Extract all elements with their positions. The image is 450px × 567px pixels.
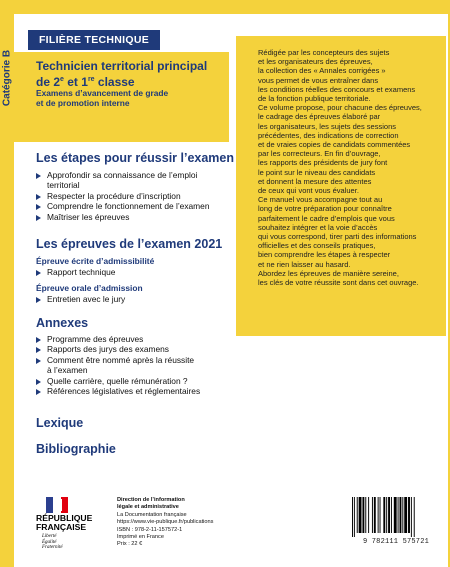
written-label: Épreuve écrite d’admissibilité xyxy=(36,256,155,266)
book-subtitle xyxy=(36,88,226,108)
barcode-bar xyxy=(357,497,358,533)
barcode-number: 9 782111 575721 xyxy=(362,538,429,546)
oral-label: Épreuve orale d’admission xyxy=(36,283,143,293)
list-item: Rapports des jurys des examens xyxy=(36,344,236,354)
triangle-bullet-icon xyxy=(36,270,41,276)
triangle-bullet-icon xyxy=(36,379,41,385)
barcode-bar xyxy=(378,497,379,533)
intro-line: le cadrage des épreuves élaboré par xyxy=(258,112,381,122)
intro-column xyxy=(236,36,446,336)
barcode-bar xyxy=(359,497,362,533)
intro-line: Abordez les épreuves de manière sereine, xyxy=(258,268,399,278)
intro-line: les clés de votre réussite sont dans cet ouvrage. xyxy=(258,278,419,288)
intro-line: et ne rien laisser au hasard. xyxy=(258,259,351,269)
barcode-bar xyxy=(368,497,369,533)
price: Prix : 22 € xyxy=(117,541,143,548)
triangle-bullet-icon xyxy=(36,337,41,343)
barcode xyxy=(350,497,442,549)
intro-line: Ce manuel vous accompagne tout au xyxy=(258,195,383,205)
category-label xyxy=(0,40,14,116)
triangle-bullet-icon xyxy=(36,204,41,210)
barcode-bar xyxy=(352,497,353,537)
intro-line: et donnent la mesure des attentes xyxy=(258,176,372,186)
list-item: Maîtriser les épreuves xyxy=(36,212,236,222)
intro-line: long de votre préparation pour connaître xyxy=(258,204,392,214)
lexique-heading: Lexique xyxy=(36,416,84,430)
barcode-bars xyxy=(350,497,442,537)
title-line-2: de 2e et 1re classe xyxy=(36,75,135,89)
steps-list xyxy=(36,170,236,222)
annexes-list xyxy=(36,334,236,396)
list-item: Rapport technique xyxy=(36,267,226,277)
barcode-bar xyxy=(383,497,385,533)
subtitle-line-1: Examens d’avancement de grade xyxy=(36,88,169,98)
publisher-name: La Documentation française xyxy=(117,511,187,518)
list-item: Programme des épreuves xyxy=(36,334,236,344)
steps-heading: Les étapes pour réussir l’examen xyxy=(36,151,235,165)
intro-line: et les organisateurs des épreuves, xyxy=(258,57,373,67)
triangle-bullet-icon xyxy=(36,173,41,179)
list-item: Approfondir sa connaissance de l’emploi xyxy=(36,170,236,180)
bibliographie-heading: Bibliographie xyxy=(36,442,116,456)
subtitle-line-2: et de promotion interne xyxy=(36,98,130,108)
barcode-bar xyxy=(386,497,387,533)
intro-line: officielles et des conseils pratiques, xyxy=(258,241,376,251)
intro-line: qui vous correspond, tirer parti des informations xyxy=(258,232,417,242)
triangle-bullet-icon xyxy=(36,297,41,303)
intro-line: Ce volume propose, pour chacune des épreuves, xyxy=(258,103,422,113)
intro-line: souhaitez intégrer et la voie d’accès xyxy=(258,222,378,232)
intro-line: vous permet de vous entraîner dans xyxy=(258,75,379,85)
republique-francaise-text: RÉPUBLIQUE FRANÇAISE xyxy=(36,513,93,532)
printed-in: Imprimé en France xyxy=(117,534,164,541)
intro-line: parfaitement le cadre d’emplois que vous xyxy=(258,213,395,223)
triangle-bullet-icon xyxy=(36,389,41,395)
list-item: Comprendre le fonctionnement de l’examen xyxy=(36,201,236,211)
barcode-bar xyxy=(374,497,376,533)
intro-line: la collection des « Annales corrigées » xyxy=(258,66,386,76)
marianne-profile-icon xyxy=(53,499,62,511)
list-item: Respecter la procédure d’inscription xyxy=(36,191,236,201)
list-item: Entretien avec le jury xyxy=(36,294,226,304)
barcode-bar xyxy=(388,497,390,533)
barcode-bar xyxy=(365,497,366,533)
motto: Liberté Égalité Fraternité xyxy=(42,534,63,551)
intro-line: de ceux qui vont vous évaluer. xyxy=(258,186,359,196)
list-item: Quelle carrière, quelle rémunération ? xyxy=(36,376,236,386)
barcode-bar xyxy=(404,497,407,533)
intro-line: Rédigée par les concepteurs des sujets xyxy=(258,48,390,57)
intro-line: les organisateurs, les sujets des sessions xyxy=(258,121,396,131)
publisher-url: https://www.vie-publique.fr/publications xyxy=(117,519,214,526)
title-block xyxy=(14,52,229,142)
barcode-bar xyxy=(400,497,402,533)
barcode-bar xyxy=(354,497,355,537)
intro-line: par les correcteurs. En fin d’ouvrage, xyxy=(258,149,381,159)
barcode-bar xyxy=(362,497,364,533)
triangle-bullet-icon xyxy=(36,358,41,364)
publisher-line-2: légale et administrative xyxy=(117,504,179,511)
intro-line: de la fonction publique territoriale. xyxy=(258,94,371,104)
annexes-heading: Annexes xyxy=(36,316,89,330)
list-item: à l’examen xyxy=(47,365,88,376)
intro-line: et de vraies copies de candidats commentées xyxy=(258,140,411,150)
barcode-bar xyxy=(402,497,403,533)
book-title xyxy=(36,60,226,89)
marianne-logo xyxy=(46,497,68,513)
barcode-bar xyxy=(394,497,397,533)
intro-line: les rapports des présidents de jury font xyxy=(258,158,388,168)
barcode-bar xyxy=(408,497,410,533)
barcode-bar xyxy=(372,497,373,533)
exams-heading: Les épreuves de l’examen 2021 xyxy=(36,237,223,251)
list-item: Comment être nommé après la réussite xyxy=(36,355,236,365)
intro-line: le point sur le niveau des candidats xyxy=(258,167,376,177)
republique-francaise-logo xyxy=(36,497,106,557)
barcode-bar xyxy=(411,497,412,537)
intro-line: les conditions réelles des concours et examens xyxy=(258,84,416,94)
filiere-badge: FILIÈRE TECHNIQUE xyxy=(28,30,160,50)
barcode-bar xyxy=(414,497,415,537)
triangle-bullet-icon xyxy=(36,347,41,353)
publisher-info xyxy=(117,497,237,549)
barcode-bar xyxy=(391,497,392,533)
barcode-bar xyxy=(380,497,381,533)
isbn: ISBN : 978-2-11-157572-1 xyxy=(117,526,183,533)
category-text: Catégorie B xyxy=(1,49,13,107)
written-list xyxy=(36,267,226,277)
intro-line: bien comprendre les étapes à respecter xyxy=(258,250,391,260)
triangle-bullet-icon xyxy=(36,215,41,221)
oral-list xyxy=(36,294,226,304)
triangle-bullet-icon xyxy=(36,194,41,200)
list-item: Références législatives et réglementaires xyxy=(36,386,236,396)
barcode-bar xyxy=(398,497,399,533)
list-item: territorial xyxy=(47,180,80,191)
intro-text xyxy=(258,48,446,287)
title-line-1: Technicien territorial principal xyxy=(36,59,208,73)
publisher-line-1: Direction de l’information xyxy=(117,497,185,503)
intro-line: précédentes, des indications de correction xyxy=(258,130,399,140)
